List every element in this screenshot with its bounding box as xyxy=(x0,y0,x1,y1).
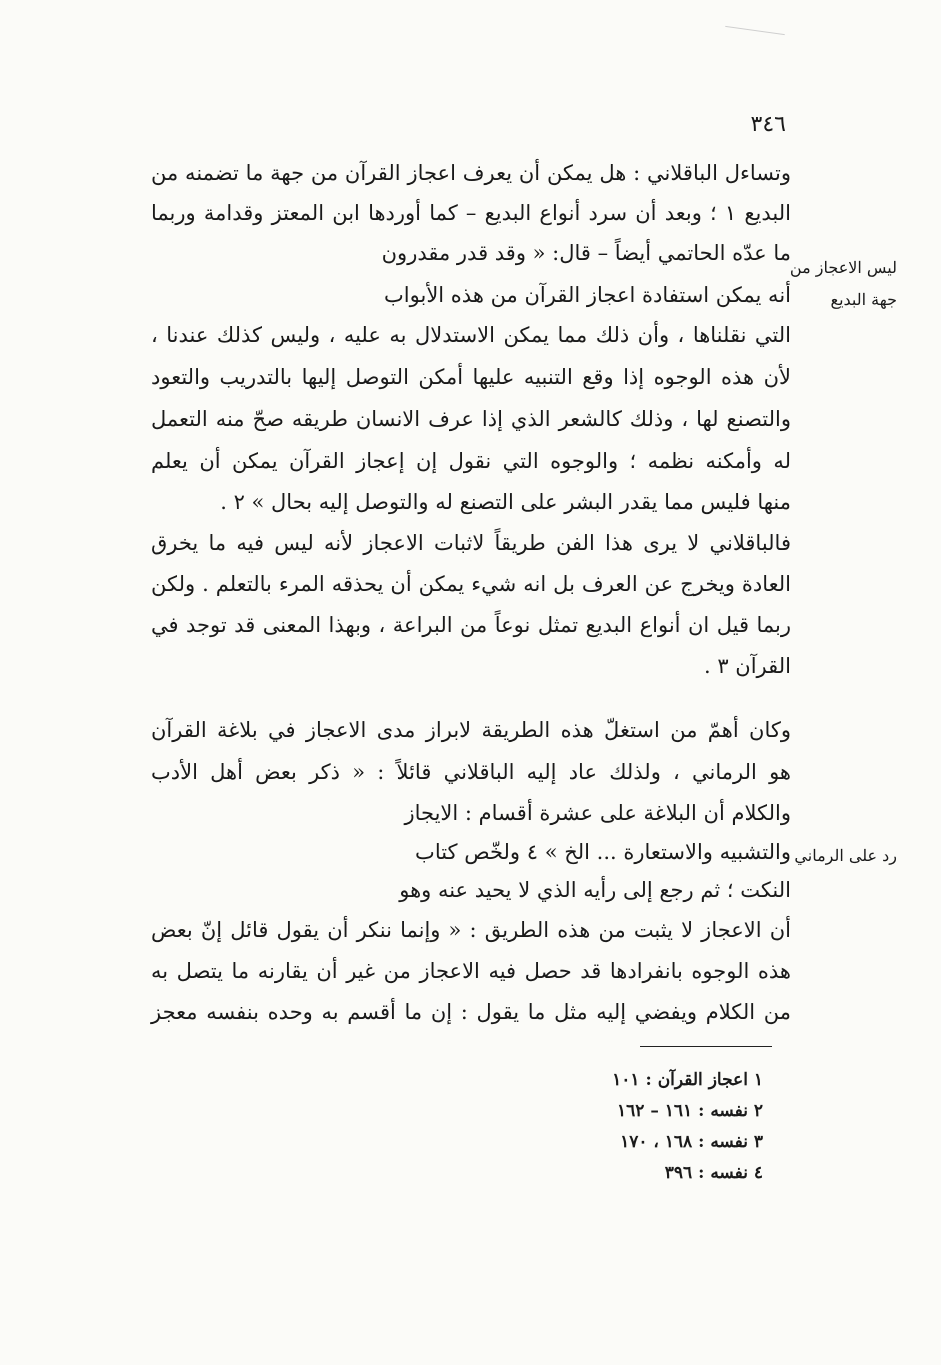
footnote: ٤ نفسه : ٣٩٦ xyxy=(664,1163,763,1183)
text-line: ما عدّه الحاتمي أيضاً – قال: « وقد قدر مقدرون xyxy=(381,241,791,265)
margin-note-line: ليس الاعجاز من xyxy=(789,258,897,277)
margin-note-2: رد على الرماني xyxy=(794,846,897,865)
text-line: والتصنع لها ، وذلك كالشعر الذي إذا عرف الانسان طريقه صحّ منه التعمل xyxy=(151,407,791,431)
text-line: والكلام أن البلاغة على عشرة أقسام : الايجاز xyxy=(404,801,791,825)
footnote: ٣ نفسه : ١٦٨ ، ١٧٠ xyxy=(620,1132,763,1152)
text-line: أن الاعجاز لا يثبت من هذه الطريق : « وإنما ننكر أن يقول قائل إنّ بعض xyxy=(151,918,791,942)
footnote: ٢ نفسه : ١٦١ – ١٦٢ xyxy=(617,1101,763,1121)
text-line: العادة ويخرج عن العرف بل انه شيء يمكن أن يحذقه المرء بالتعلم . ولكن xyxy=(151,572,791,596)
text-line: ربما قيل ان أنواع البديع تمثل نوعاً من البراعة ، وبهذا المعنى قد توجد في xyxy=(151,613,791,637)
text-line: البديع ١ ؛ وبعد أن سرد أنواع البديع – كما أوردها ابن المعتز وقدامة وربما xyxy=(151,201,791,225)
text-line: فالباقلاني لا يرى هذا الفن طريقاً لاثبات الاعجاز لأنه ليس فيه ما يخرق xyxy=(151,531,791,555)
text-line: وكان أهمّ من استغلّ هذه الطريقة لابراز مدى الاعجاز في بلاغة القرآن xyxy=(151,718,791,742)
scan-mark xyxy=(725,26,785,35)
text-line: من الكلام ويفضي إليه مثل ما يقول : إن ما أقسم به وحده بنفسه معجز xyxy=(151,1000,791,1024)
text-line: النكت ؛ ثم رجع إلى رأيه الذي لا يحيد عنه وهو xyxy=(399,878,791,902)
text-line: والتشبيه والاستعارة ... الخ » ٤ ولخّص كتاب xyxy=(415,840,791,864)
text-line: لأن هذه الوجوه إذا وقع التنبيه عليها أمكن التوصل إليها بالتدريب والتعود xyxy=(151,365,791,389)
text-line: التي نقلناها ، وأن ذلك مما يمكن الاستدلال به عليه ، وليس كذلك عندنا ، xyxy=(151,323,791,347)
text-line: منها فليس مما يقدر البشر على التصنع له والتوصل إليه بحال » ٢ . xyxy=(220,490,791,514)
footnote-divider xyxy=(640,1046,772,1047)
text-line: هو الرماني ، ولذلك عاد إليه الباقلاني قائلاً : « ذكر بعض أهل الأدب xyxy=(151,760,791,784)
footnote: ١ اعجاز القرآن : ١٠١ xyxy=(612,1070,763,1090)
text-line: هذه الوجوه بانفرادها قد حصل فيه الاعجاز من غير أن يقارنه ما يتصل به xyxy=(151,959,791,983)
margin-note-line: جهة البديع xyxy=(830,290,897,309)
text-line: أنه يمكن استفادة اعجاز القرآن من هذه الأبواب xyxy=(384,283,791,307)
text-line: له وأمكنه نظمه ؛ والوجوه التي نقول إن إعجاز القرآن يمكن أن يعلم xyxy=(151,449,791,473)
text-line: وتساءل الباقلاني : هل يمكن أن يعرف اعجاز القرآن من جهة ما تضمنه من xyxy=(151,161,791,185)
page-number: ٣٤٦ xyxy=(750,112,786,137)
text-line: القرآن ٣ . xyxy=(703,654,791,678)
